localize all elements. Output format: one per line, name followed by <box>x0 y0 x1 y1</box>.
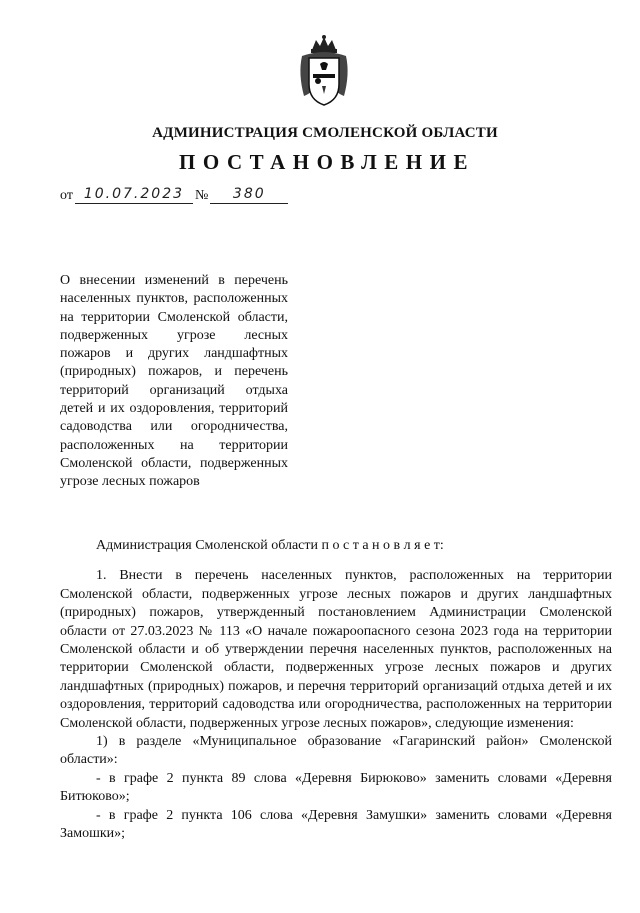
body-paragraph: - в графе 2 пункта 89 слова «Деревня Бирюково» заменить словами «Деревня Битюково»; <box>60 770 612 805</box>
body-paragraph: 1. Внести в перечень населенных пунктов, расположенных на территории Смоленской области, подверженных угрозе лесных пожаров и других ландшафтных (природных) пожаров, утвержденный постановлением Администрации Смоленской области от 27.03.2023 № 113 «О начале пожароопасного сезона 2023 года на территории Смоленской области и об утверждении перечня населенных пунктов, расположенных на территории Смоленской области, подверженных угрозе лесных пожаров и других ландшафтных (природных) пожаров, и перечня территорий организаций отдыха детей и их оздоровления, территорий садоводства или огородничества, расположенных на территории Смоленской области, подверженных угрозе лесных пожаров», следующие изменения: <box>60 568 612 731</box>
body-paragraph: - в графе 2 пункта 106 слова «Деревня Замушки» заменить словами «Деревня Замошки»; <box>60 807 612 842</box>
from-label: от <box>60 188 73 203</box>
document-subject: О внесении изменений в перечень населенных пунктов, расположенных на территории Смоленской области, подверженных угрозе лесных пожаров и других ландшафтных (природных) пожаров, и перечень территорий организаций отдыха детей и их оздоровления, территорий садоводства или огородничества, расположенных на территории Смоленской области, подверженных угрозе лесных пожаров <box>60 273 288 490</box>
smolensk-coat-of-arms-icon <box>294 34 354 110</box>
handwritten-date: 10.07.2023 <box>75 186 193 204</box>
number-label: № <box>194 188 209 203</box>
body-paragraph: 1) в разделе «Муниципальное образование «Гагаринский район» Смоленской области»: <box>60 734 612 768</box>
document-body <box>60 537 612 844</box>
document-type-title: ПОСТАНОВЛЕНИЕ <box>179 150 475 174</box>
organization-title: АДМИНИСТРАЦИЯ СМОЛЕНСКОЙ ОБЛАСТИ <box>152 125 498 141</box>
preamble: Администрация Смоленской области п о с т а н о в л я е т: <box>96 538 444 553</box>
handwritten-number: 380 <box>210 186 288 204</box>
date-number-line <box>60 186 288 204</box>
